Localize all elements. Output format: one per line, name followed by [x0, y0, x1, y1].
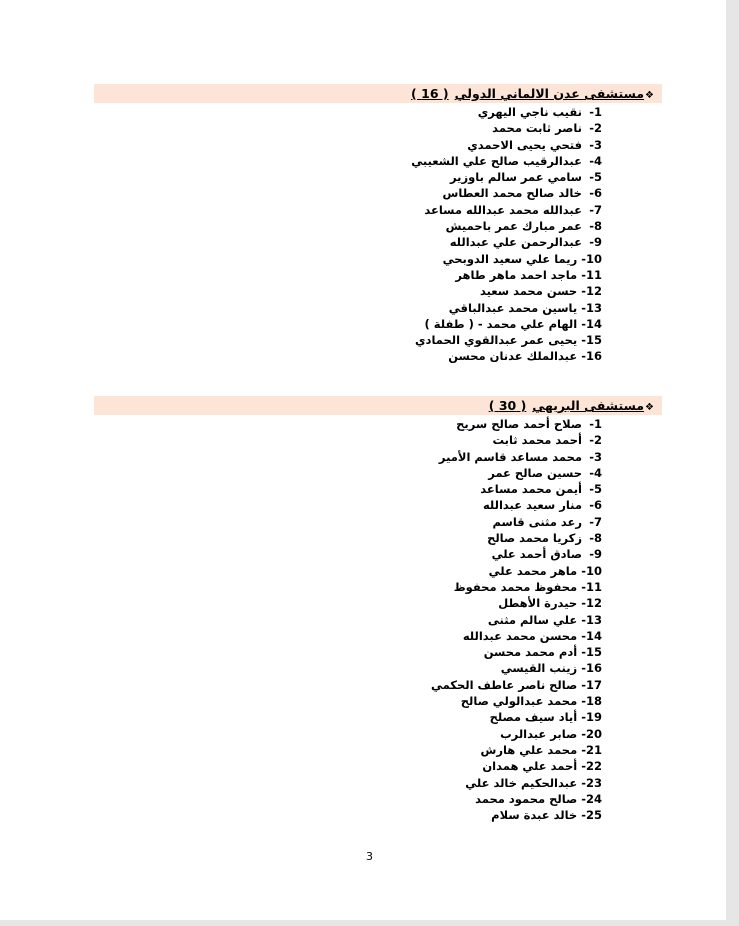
section-header-aden-german-hospital: [94, 84, 662, 103]
list-item: 17- صالح ناصر عاطف الحكمي: [430, 677, 602, 692]
list-item: 25- خالد عبدة سلام: [491, 808, 602, 823]
list-item: 16- زينب القيسي: [500, 661, 602, 676]
list-item: 1- نقيب ناجي اليهري: [477, 105, 602, 119]
list-item: 5- سامي عمر سالم باوزير: [450, 170, 602, 185]
list-item: 3- فتحي يحيى الاحمدي: [467, 137, 602, 152]
patient-list-aden-german-hospital: [411, 104, 602, 365]
list-item: 15- أدم محمد محسن: [483, 645, 602, 660]
section-header-al-buraihi-hospital: [94, 396, 662, 415]
list-item: 7- رعد مثنى قاسم: [492, 514, 602, 529]
list-item: 12- حيدرة الأهطل: [498, 596, 602, 611]
page-number: 3: [366, 850, 373, 863]
list-item: 15- يحيى عمر عبدالقوي الحمادي: [415, 333, 602, 348]
list-item: 19- أياد سيف مصلح: [489, 710, 602, 725]
section-count: ( 30 ): [488, 398, 527, 413]
list-item: 14- محسن محمد عبدالله: [462, 628, 602, 643]
diamond-bullet-icon: ❖: [645, 402, 654, 413]
list-item: 11- محفوظ محمد محفوظ: [453, 579, 602, 594]
list-item: 1- صلاح أحمد صالح سريح: [456, 417, 602, 431]
list-item: 4- عبدالرقيب صالح علي الشعيبي: [411, 153, 602, 168]
patient-list-al-buraihi-hospital: [431, 416, 602, 823]
list-item: 16- عبدالملك عدنان محسن: [448, 349, 602, 364]
list-item: 11- ماجد احمد ماهر طاهر: [455, 267, 602, 282]
list-item: 13- ياسين محمد عبدالباقي: [448, 300, 602, 315]
section-title: مستشفى البريهي: [532, 398, 645, 413]
list-item: 14- الهام علي محمد - ( طفلة ): [424, 316, 602, 331]
list-item: 24- صالح محمود محمد: [475, 791, 602, 806]
list-item: 22- أحمد علي همدان: [482, 759, 602, 774]
list-item: 8- زكريا محمد صالح: [487, 531, 602, 546]
section-count: ( 16 ): [411, 86, 449, 101]
list-item: 2- أحمد محمد ثابت: [492, 433, 602, 448]
list-item: 23- عبدالحكيم خالد علي: [465, 775, 602, 790]
list-item: 5- أيمن محمد مساعد: [480, 482, 602, 497]
list-item: 10- ماهر محمد علي: [488, 563, 602, 578]
list-item: 8- عمر مبارك عمر باحميش: [445, 219, 602, 234]
diamond-bullet-icon: ❖: [645, 90, 654, 101]
list-item: 12- حسن محمد سعيد: [479, 284, 602, 299]
list-item: 21- محمد علي هارش: [480, 742, 602, 757]
list-item: 3- محمد مساعد قاسم الأمير: [438, 449, 602, 464]
list-item: 10- ريما علي سعيد الدوبحي: [442, 251, 602, 266]
list-item: 13- علي سالم مثنى: [487, 612, 602, 627]
list-item: 6- منار سعيد عبدالله: [482, 498, 602, 513]
list-item: 7- عبدالله محمد عبدالله مساعد: [424, 202, 602, 217]
list-item: 20- صابر عبدالرب: [500, 726, 602, 741]
list-item: 18- محمد عبدالولي صالح: [460, 694, 602, 709]
list-item: 9- عبدالرحمن علي عبدالله: [449, 235, 602, 250]
section-title: مستشفى عدن الالماني الدولي: [454, 86, 645, 101]
list-item: 9- صادق أحمد علي: [491, 547, 602, 562]
list-item: 4- حسين صالح عمر: [488, 465, 602, 480]
list-item: 2- ناصر ثابت محمد: [492, 121, 602, 136]
list-item: 6- خالد صالح محمد العطاس: [442, 186, 602, 201]
